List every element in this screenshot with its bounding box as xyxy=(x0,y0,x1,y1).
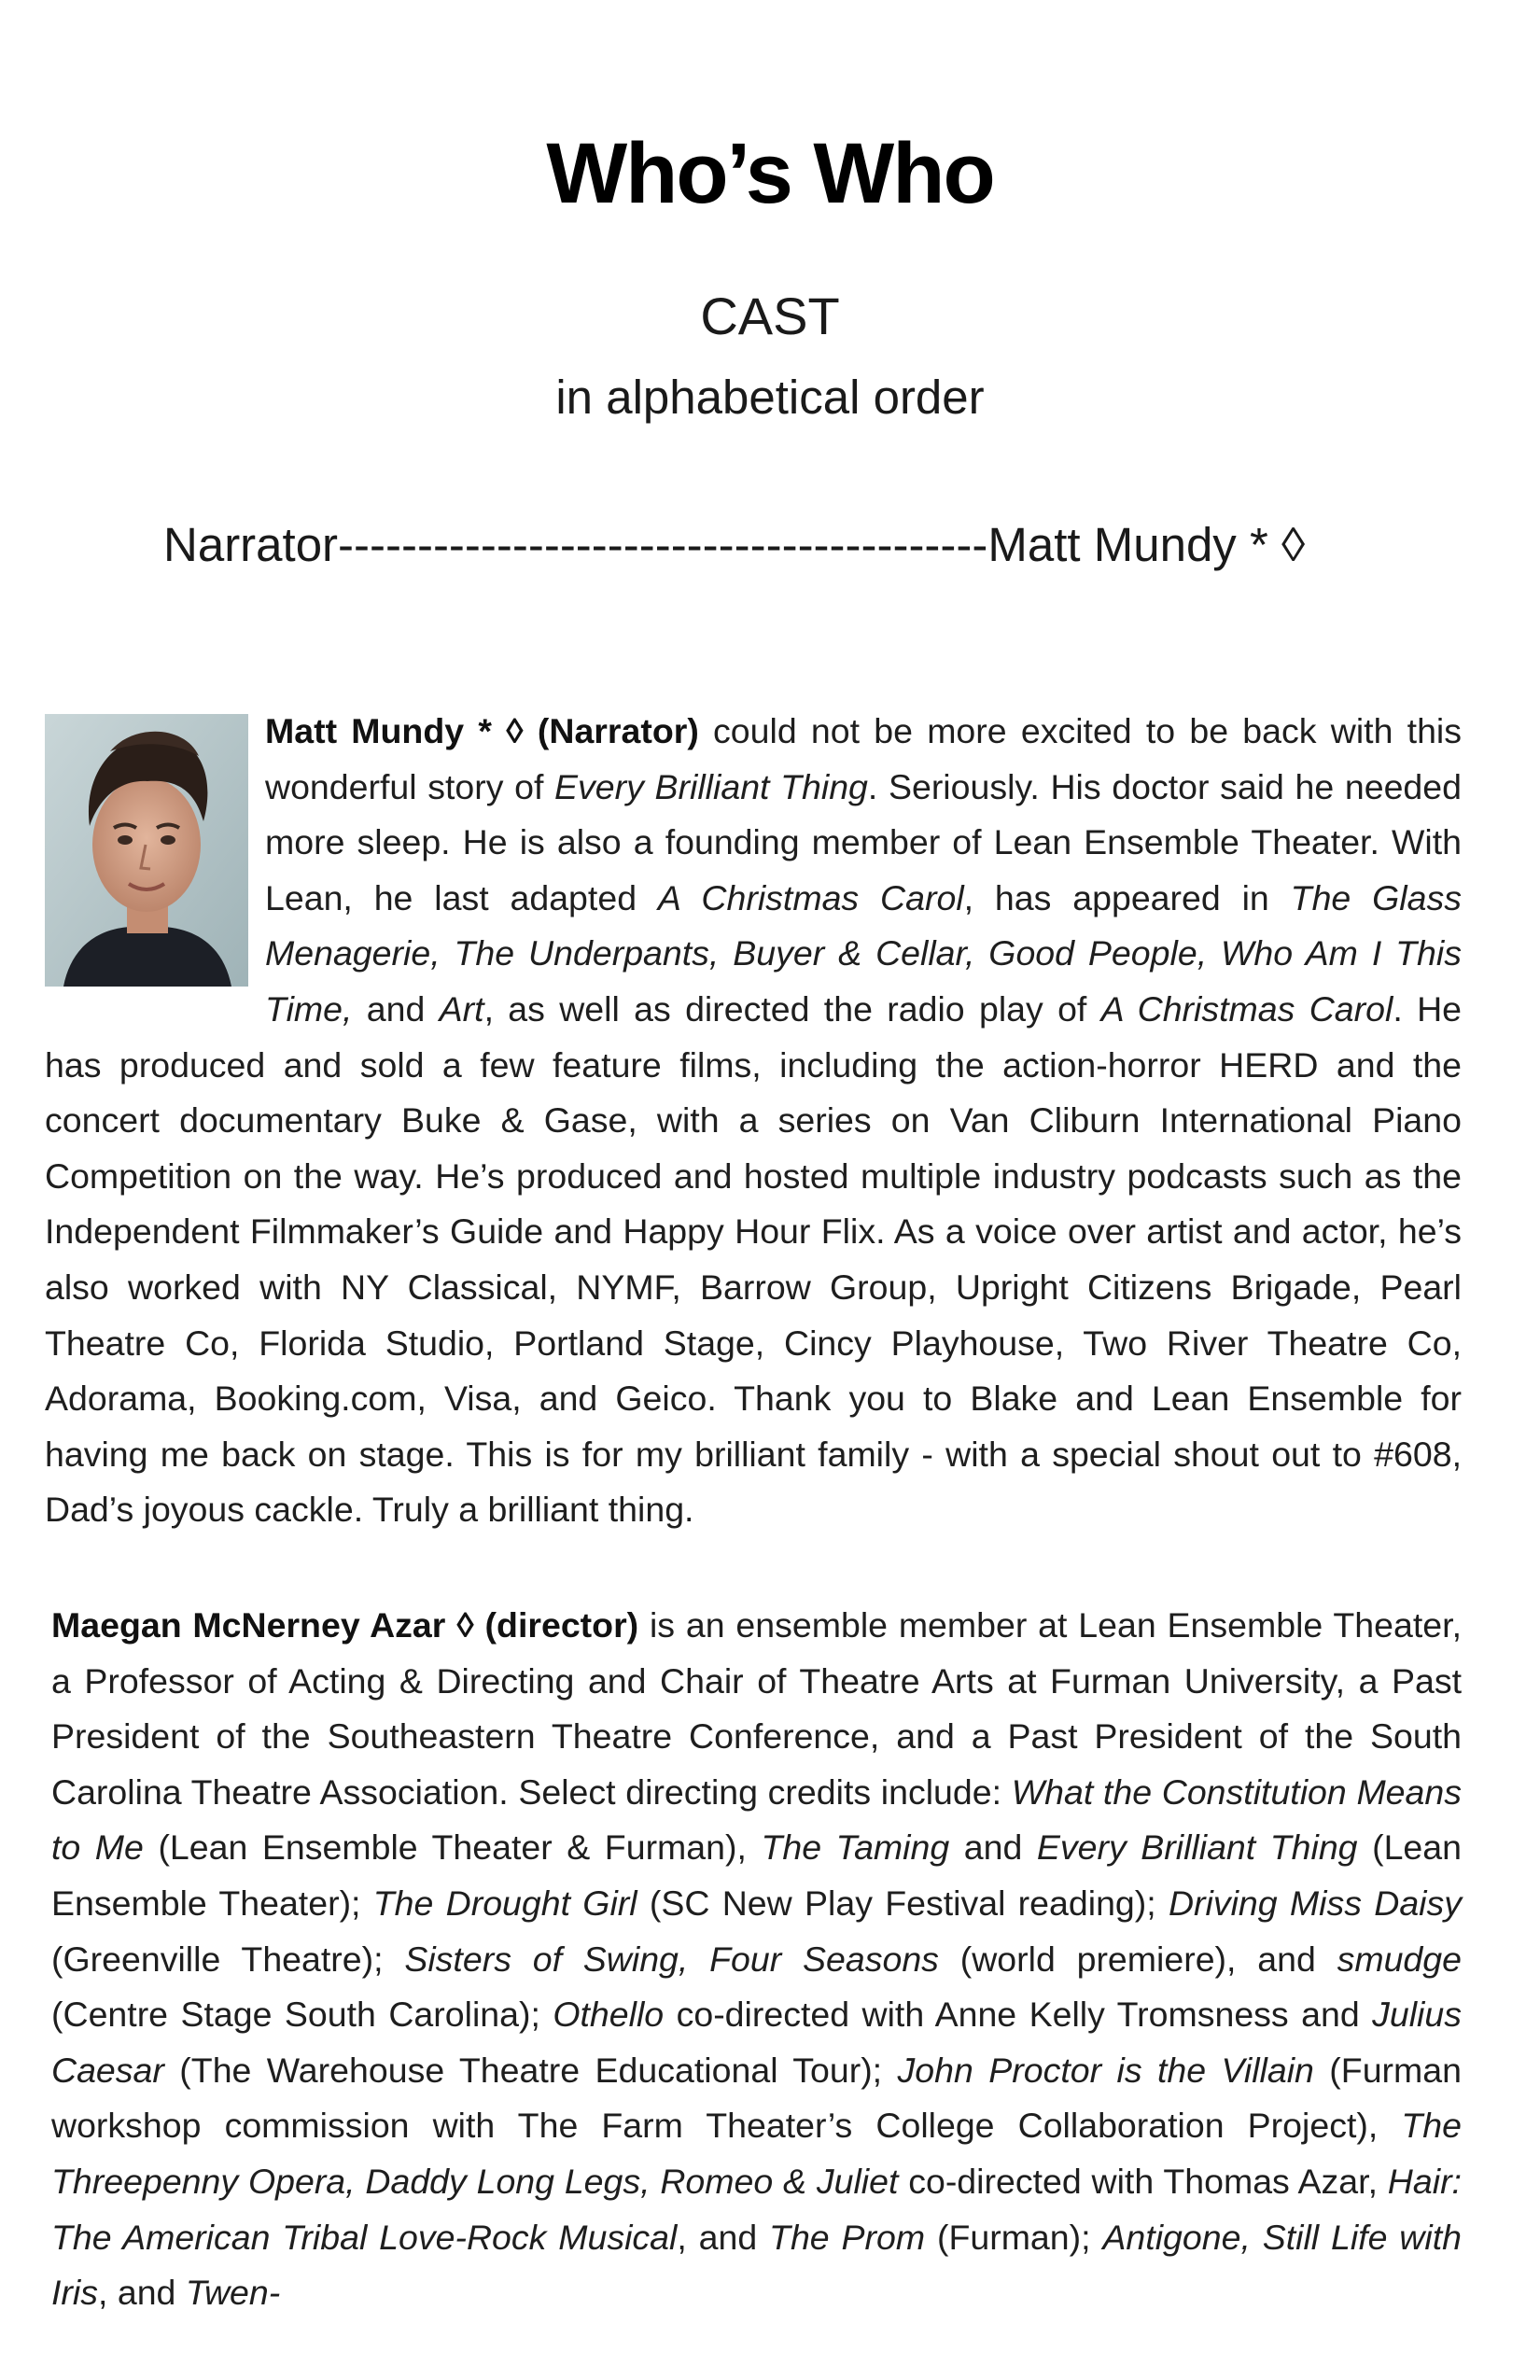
bio-title-italic: A Christmas Carol xyxy=(1100,988,1393,1029)
bio-maegan-mcnerney-azar xyxy=(51,1598,1462,2321)
bio-text-segment: and xyxy=(352,988,440,1029)
page-title: Who’s Who xyxy=(546,126,994,221)
bio-text-segment: (SC New Play Festival reading); xyxy=(637,1883,1169,1923)
order-note: in alphabetical order xyxy=(555,371,985,424)
cast-leader: ----------------------------------------- xyxy=(338,518,988,571)
bio-text-segment: co-directed with Anne Kelly Tromsness and xyxy=(664,1995,1373,2035)
bio-name: Matt Mundy * ◊ (Narrator) xyxy=(265,711,699,750)
bio-title-italic: What the Constitution Means to Me xyxy=(51,1771,1462,1868)
bio-title-italic: Twen- xyxy=(185,2273,281,2313)
bio-text-segment: could not be more excited to be back with this wonderful story of xyxy=(265,711,1463,806)
bio-text-segment: (Lean Ensemble Theater & Furman), xyxy=(143,1827,762,1868)
bio-title-italic: Antigone, Still Life with Iris xyxy=(51,2217,1462,2313)
bio-text-segment: . He has produced and sold a few feature films, including the action-horror HERD and the concert documentary Buke & Gase, with a series on Van Cliburn International Piano Competition on the way. He’s produced and hosted multiple industry podcasts such as the Independent Filmmaker’s Guide and Happy Hour Flix. As a voice over artist and actor, he’s also worked with NY Classical, NYMF, Barrow Group, Upright Citizens Brigade, Pearl Theatre Co, Florida Studio, Portland Stage, Cincy Playhouse, Two River Theatre Co, Adorama, Booking.com, Visa, and Geico. Thank you to Blake and Lean Ensemble for having me back on stage. This is for my brilliant family - with a special shout out to #608, Dad’s joyous cackle. Truly a brilliant thing. xyxy=(45,988,1463,1530)
bio-text xyxy=(51,1605,1462,2312)
bio-title-italic: Every Brilliant Thing xyxy=(1036,1827,1358,1868)
bio-text-segment: (Furman); xyxy=(925,2217,1103,2257)
bio-title-italic: Driving Miss Daisy xyxy=(1168,1883,1463,1923)
bio-text-segment: (Greenville Theatre); xyxy=(51,1939,405,1979)
cast-actor: Matt Mundy * ◊ xyxy=(987,518,1306,571)
bio-name: Maegan McNerney Azar ◊ (director) xyxy=(51,1605,639,1645)
bio-text-segment: (world premiere), and xyxy=(938,1939,1337,1979)
bio-title-italic: smudge xyxy=(1337,1939,1463,1979)
bio-text-segment: , as well as directed the radio play of xyxy=(483,988,1101,1029)
bio-title-italic: Art xyxy=(439,988,484,1029)
bio-title-italic: John Proctor is the Villain xyxy=(897,2050,1314,2090)
cast-heading: CAST xyxy=(700,287,840,345)
cast-role: Narrator xyxy=(163,518,339,571)
bio-title-italic: A Christmas Carol xyxy=(657,877,964,917)
bio-text-segment: co-directed with Thomas Azar, xyxy=(898,2161,1388,2201)
bio-title-italic: The Glass Menagerie, The Underpants, Buyer & Cellar, Good People, Who Am I This Time, xyxy=(265,877,1462,1029)
bio-title-italic: Julius Caesar xyxy=(51,1995,1462,2090)
bio-matt-mundy xyxy=(45,704,1462,1538)
bio-text-segment: (The Warehouse Theatre Educational Tour); xyxy=(163,2050,898,2090)
bio-title-italic: The Drought Girl xyxy=(372,1883,637,1923)
bio-title-italic: The Taming xyxy=(761,1827,950,1868)
bio-text-segment: (Lean Ensemble Theater); xyxy=(51,1827,1462,1923)
bio-title-italic: Othello xyxy=(553,1995,665,2035)
bio-title-italic: Hair: The American Tribal Love-Rock Musical xyxy=(51,2161,1462,2257)
bio-text-segment: (Centre Stage South Carolina); xyxy=(51,1995,553,2035)
bio-text-segment: , has appeared in xyxy=(963,877,1291,917)
bio-text-segment: . Seriously. His doctor said he needed more sleep. He is also a founding member of Lean Ensemble Theater. With Lean, he last adapted xyxy=(265,766,1462,917)
bio-title-italic: Every Brilliant Thing xyxy=(554,766,868,806)
bio-text-segment: and xyxy=(949,1827,1037,1868)
bio-text-segment: is an ensemble member at Lean Ensemble Theater, a Professor of Acting & Directing and Chair of Theatre Arts at Furman University, a Past President of the Southeastern Theatre Conference, and a Past President of the South Carolina Theatre Association. Select directing credits include: xyxy=(51,1605,1462,1812)
bio-text-segment: , and xyxy=(98,2273,186,2313)
bio-title-italic: The Threepenny Opera, Daddy Long Legs, Romeo & Juliet xyxy=(51,2106,1462,2201)
bio-text-segment: , and xyxy=(677,2217,770,2257)
bio-title-italic: Sisters of Swing, Four Seasons xyxy=(404,1939,939,1979)
bio-text-segment: (Furman workshop commission with The Farm Theater’s College Collaboration Project), xyxy=(51,2050,1462,2146)
cast-list-row xyxy=(163,516,1377,573)
bio-title-italic: The Prom xyxy=(769,2217,926,2257)
